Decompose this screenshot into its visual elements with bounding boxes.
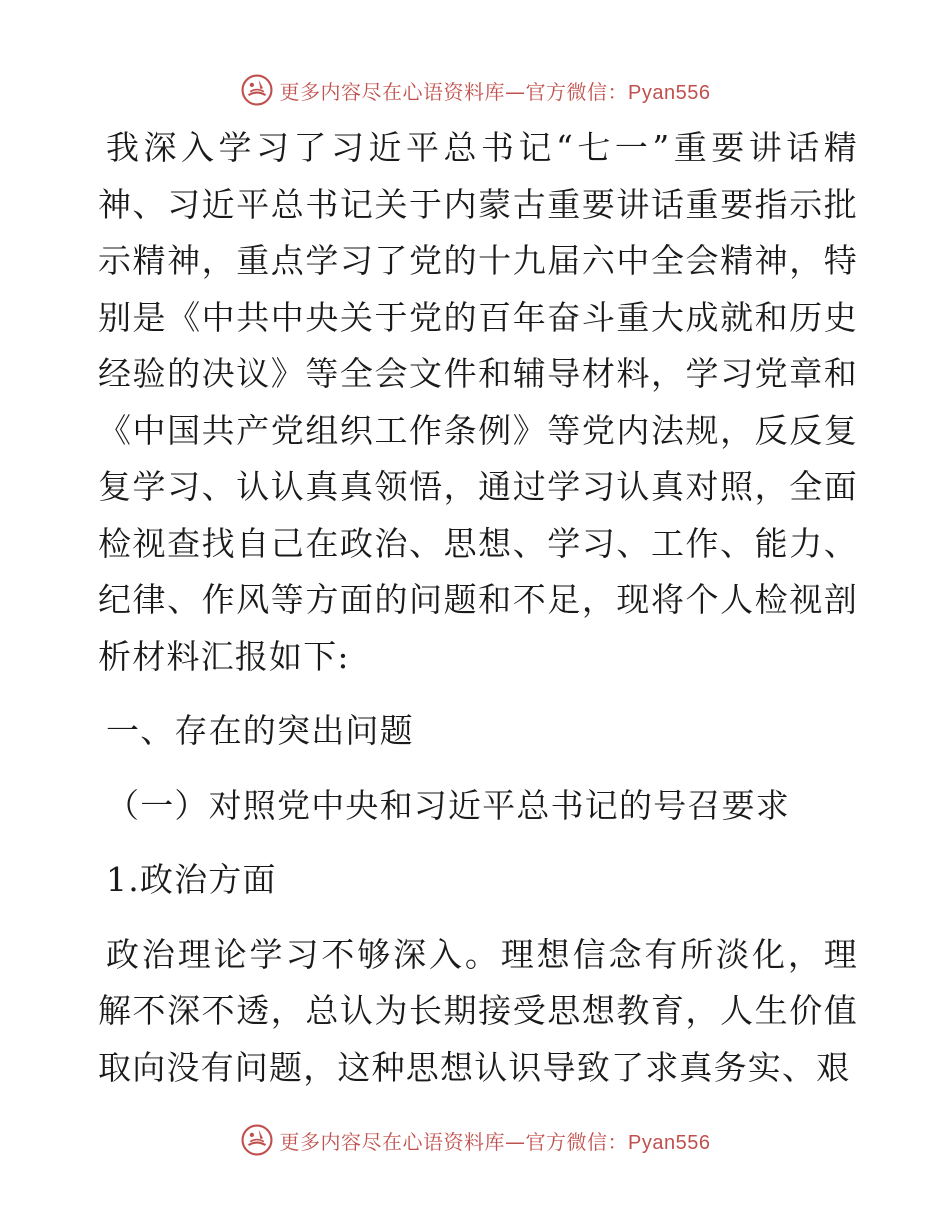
document-body bbox=[98, 120, 858, 1096]
section-heading-2: （一）对照党中央和习近平总书记的号召要求 bbox=[106, 785, 790, 825]
watermark-footer bbox=[0, 1120, 950, 1160]
watermark-header bbox=[0, 70, 950, 110]
section-heading-1: 一、存在的突出问题 bbox=[106, 711, 414, 750]
watermark-text bbox=[280, 1126, 711, 1155]
watermark-account: Pyan556 bbox=[628, 81, 711, 104]
watermark-prefix: 更多内容尽在心语资料库—官方微信： bbox=[279, 79, 629, 104]
book-quill-icon bbox=[240, 73, 274, 107]
body-paragraph-1: 政治理论学习不够深入。理想信念有所淡化，理解不深不透，总认为长期接受思想教育，人生价值取向没有问题，这种思想认识导致了求真务实、艰 bbox=[98, 934, 858, 1087]
watermark-prefix: 更多内容尽在心语资料库—官方微信： bbox=[279, 1129, 629, 1154]
section-heading-3: 1.政治方面 bbox=[106, 860, 277, 899]
book-quill-icon bbox=[240, 1123, 274, 1157]
watermark-text bbox=[280, 76, 711, 105]
intro-paragraph: 我深入学习了习近平总书记“七一”重要讲话精神、习近平总书记关于内蒙古重要讲话重要指示批示精神，重点学习了党的十九届六中全会精神，特别是《中共中央关于党的百年奋斗重大成就和历史经验的决议》等全会文件和辅导材料，学习党章和《中国共产党组织工作条例》等党内法规，反反复复学习、认认真真领悟，通过学习认真对照，全面检视查找自己在政治、思想、学习、工作、能力、纪律、作风等方面的问题和不足，现将个人检视剖析材料汇报如下: bbox=[98, 128, 858, 676]
watermark-account: Pyan556 bbox=[628, 1131, 711, 1154]
